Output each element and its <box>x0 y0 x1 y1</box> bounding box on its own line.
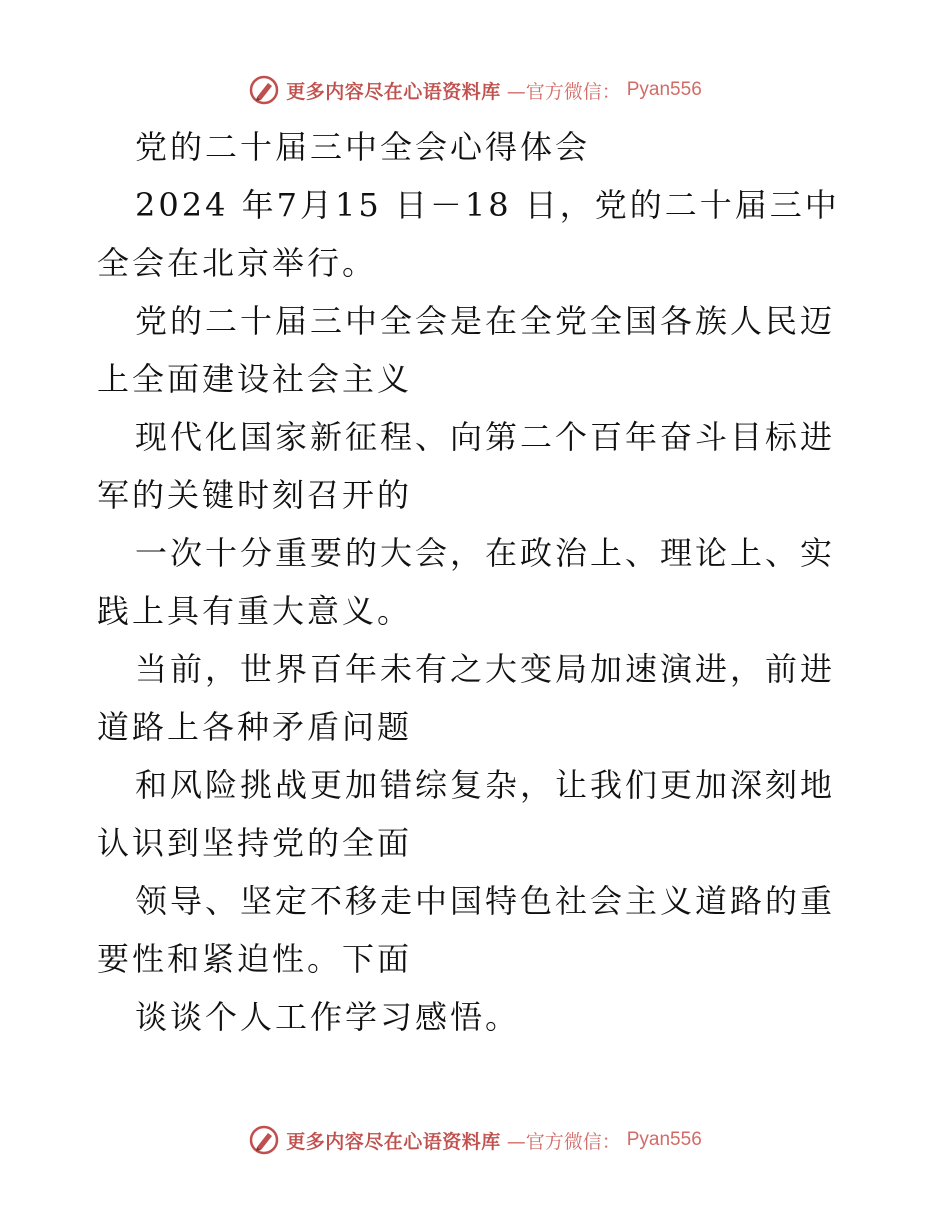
paragraph: 现代化国家新征程、向第二个百年奋斗目标进军的关键时刻召开的 <box>97 418 836 514</box>
header-watermark <box>0 70 950 110</box>
document-title: 党的二十届三中全会心得体会 <box>135 128 591 166</box>
paragraph: 当前，世界百年未有之大变局加速演进，前进道路上各种矛盾问题 <box>97 650 836 746</box>
footer-watermark <box>0 1120 950 1160</box>
watermark-handle: Pyan556 <box>626 1129 702 1150</box>
paragraph: 一次十分重要的大会，在政治上、理论上、实践上具有重大意义。 <box>97 534 836 630</box>
paragraph: 2024 年7月15 日－18 日，党的二十届三中全会在北京举行。 <box>97 186 840 282</box>
paragraph: 和风险挑战更加错综复杂，让我们更加深刻地认识到坚持党的全面 <box>97 766 836 862</box>
watermark-brand: 更多内容尽在心语资料库 <box>286 80 501 103</box>
document-body <box>97 118 857 1046</box>
watermark-separator: —官方微信： <box>506 80 621 103</box>
watermark-brand: 更多内容尽在心语资料库 <box>286 1130 501 1153</box>
pen-circle-icon <box>248 1124 280 1156</box>
pen-circle-icon <box>248 74 280 106</box>
paragraph: 谈谈个人工作学习感悟。 <box>135 998 521 1036</box>
paragraph: 领导、坚定不移走中国特色社会主义道路的重要性和紧迫性。下面 <box>97 882 836 978</box>
watermark-separator: —官方微信： <box>506 1130 621 1153</box>
watermark-handle: Pyan556 <box>626 79 702 100</box>
paragraph: 党的二十届三中全会是在全党全国各族人民迈上全面建设社会主义 <box>97 302 836 398</box>
